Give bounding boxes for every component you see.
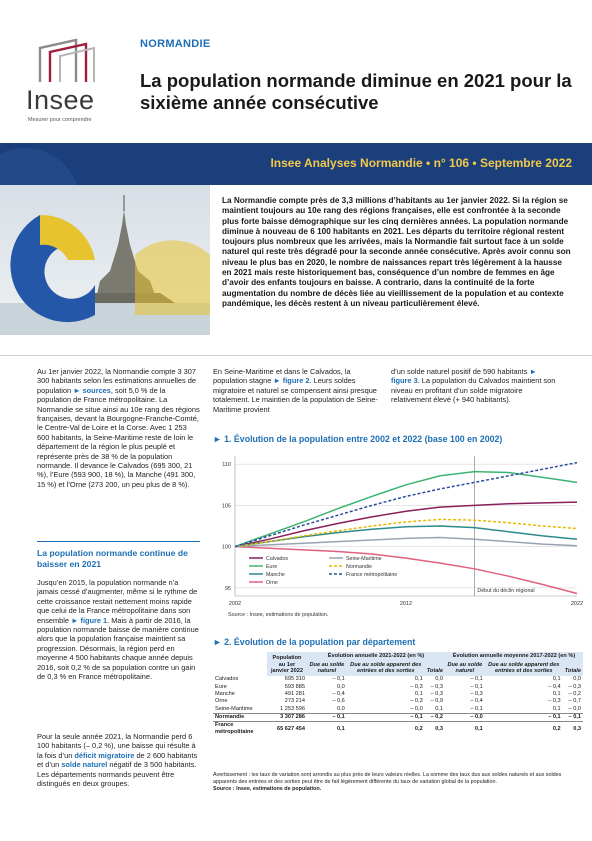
table-cell: – 0,1 [470,705,483,712]
publication-info: Insee Analyses Normandie • n° 106 • Septembre 2022 [270,156,572,170]
table-row [213,683,583,690]
col-sub-totale-2: Totale [563,661,583,676]
table-cell: – 0,4 [548,683,561,690]
col-sub-naturel-1: Due au solde naturel [307,661,347,676]
table-cell: – 0,1 [347,713,425,721]
table-cell: 0,1 [307,722,347,736]
table-cell: – 0,3 [548,698,561,705]
solde-naturel-link[interactable]: solde naturel [61,760,108,770]
table-cell: 0,1 [435,705,443,712]
table-cell: – 0,3 [470,690,483,697]
intro-text: Au 1er janvier 2022, la Normandie compte 3 307 300 habitants selon les estimations annuelles de population [37,367,197,395]
intro-text-end: , soit 5,0 % de la population de France métropolitaine. La Normandie se situe ainsi au 10e rang des régions françaises, devant la Bourgogne-Franche-Comté, le Centre-Val de Loire et la Corse. Avec 1 253 600 habitants, la Seine-Maritime reste de loin le département de la région le plus peuplé et représente près de 38 % de la population normande. Il devance le Calvados (695 300, 21 %), l’Eure (593 900, 18 %), la Manche (491 300, 15 %) et l’Orne (273 200, un peu plus de 8 %). [37,385,200,489]
col-group-2: Évolution annuelle moyenne 2017-2022 (en %) [445,652,583,661]
table-cell: 0,1 [552,690,561,697]
table-cell: 695 310 [284,676,305,683]
table-cell: – 0,3 [410,683,423,690]
logo-wordmark: Insee [26,85,95,115]
table-cell: 0,2 [347,722,425,736]
population-table [213,652,583,736]
col-sub-migratoire-1: Due au solde apparent des entrées et des sorties [347,661,425,676]
table-cell: – 0,3 [410,698,423,705]
legend-label: Seine-Maritime [346,556,382,562]
series-line [235,547,577,594]
col3-end: . La population du Calvados maintient son niveau en profitant d’un solde migratoire relativement élevé (+ 940 habitants). [391,376,556,405]
legend-label: Calvados [266,556,289,562]
table-cell: – 0,6 [332,698,345,705]
table-row [213,676,583,683]
table-cell: – 0,3 [568,683,581,690]
table-cell: – 0,7 [568,698,581,705]
mont-saint-michel-photo [0,185,210,335]
table-cell: – 0,2 [425,713,445,721]
legend-label: Manche [266,572,285,578]
table-cell: – 0,4 [470,698,483,705]
insee-logo-mark [36,38,96,84]
figure-2-link[interactable]: ► figure 2 [273,376,310,386]
page-title: La population normande diminue en 2021 pour la sixième année consécutive [140,70,572,113]
table-cell: – 0,1 [307,713,347,721]
divider [0,355,592,356]
col2-start: En Seine-Maritime et dans le Calvados, la population stagne [213,367,351,386]
table-cell: – 0,1 [485,713,563,721]
table-cell: 1 253 596 [280,705,305,712]
table-cell: 491 281 [284,690,305,697]
table-cell: 0,0 [435,676,443,683]
table-cell: – 0,1 [563,713,583,721]
table-cell: 0,1 [445,722,485,736]
col-sub-totale-1: Totale [425,661,445,676]
legend-label: Eure [266,564,278,570]
col-population [267,652,307,676]
decline-annotation: Début du déclin régional [477,588,535,594]
table-cell: 593 885 [284,683,305,690]
paragraph-3-text: Pour la seule année 2021, la Normandie perd 6 100 habitants (– 0,2 %), une baisse qui résulte à la fois d’un [37,732,196,760]
figure-1-link[interactable]: ► figure 1 [71,615,108,625]
paragraph-2 [37,578,200,681]
region-label: NORMANDIE [140,38,211,50]
figure-2-source: Source : Insee, estimations de population. [213,785,322,792]
section-heading: La population normande continue de baisser en 2021 [37,548,188,569]
table-cell: – 0,3 [430,690,443,697]
col-sub-naturel-2: Due au solde naturel [445,661,485,676]
paragraph-2-text: Jusqu’en 2015, la population normande n’a jamais cessé d’augmenter, même si le rythme de cette croissance restait nettement moins rapide que celui de la France métropolitaine dans son ensemble [37,578,198,625]
line-chart [205,448,585,613]
table-cell: – 0,4 [332,690,345,697]
figure-3-link[interactable]: ► figure 3 [391,367,537,386]
y-tick-label: 95 [224,585,231,592]
sources-link[interactable]: ► sources [73,385,111,395]
row-label: Orne [215,698,228,705]
figure-1-title: ► 1. Évolution de la population entre 2002 et 2022 (base 100 en 2002) [213,434,503,444]
table-cell: – 0,1 [470,676,483,683]
row-label: Manche [215,690,235,697]
table-cell: – 0,0 [445,713,485,721]
table-row [213,691,583,698]
table-cell: – 0,0 [410,705,423,712]
table-cell: 65 627 454 [267,722,307,736]
col2-end: . Leurs soldes migratoire et naturel se compensent ainsi presque totalement. Le maintien de la population de Seine-Maritime provient [213,376,378,414]
legend-label: Normandie [346,564,372,570]
intro-paragraph [37,367,200,489]
table-cell: 0,1 [552,676,561,683]
row-label: Normandie [213,713,267,721]
table-cell: 0,2 [485,722,563,736]
table-cell: – 0,1 [470,683,483,690]
paragraph-2-end: . Mais à partir de 2016, la population normande baisse de manière continue alors que la population française maintient sa progression. Désormais, la région perd en moyenne 4 500 habitants chaque année depuis 2016, soit 0,2 % de sa population contre un gain de 0,3 % en France métropolitaine. [37,615,199,682]
y-tick-label: 105 [221,503,231,510]
col-sub-migratoire-2: Due au solde apparent des entrées et des sorties [485,661,563,676]
row-label: Eure [215,683,227,690]
row-label: Calvados [215,676,239,683]
col-population-sub: au 1er janvier 2022 [270,661,304,675]
paragraph-3-mid: de 2 600 habitants et d’un [37,750,198,770]
table-cell: 0,3 [425,722,445,736]
table-row [213,698,583,705]
table-cell: – 0,1 [332,676,345,683]
column-2-text [213,367,379,414]
table-cell: 273 214 [284,698,305,705]
x-tick-label: 2012 [399,601,413,607]
deficit-migratoire-link[interactable]: déficit migratoire [74,750,135,760]
legend-label: Orne [266,580,278,586]
table-cell: 3 307 286 [267,713,307,721]
figure-1-source: Source : Insee, estimations de population. [228,612,329,618]
table-cell: – 0,9 [430,698,443,705]
row-label: France métropolitaine [213,722,267,736]
column-3-text [391,367,556,405]
col-group-1: Évolution annuelle 2021-2022 (en %) [307,652,445,661]
logo-tagline: Mesurer pour comprendre [28,117,92,123]
figure-2-title: ► 2. Évolution de la population par département [213,637,416,647]
y-tick-label: 100 [221,544,231,551]
table-cell: 0,0 [337,705,345,712]
table-cell: 0,1 [414,690,423,697]
x-tick-label: 2002 [228,601,242,607]
subhead-rule [37,541,200,542]
col-population-label: Population [272,655,302,661]
table-cell: – 0,2 [568,690,581,697]
table-cell: 0,0 [573,676,581,683]
paragraph-3 [37,732,200,788]
table-row [213,705,583,713]
table-cell: 0,3 [563,722,583,736]
x-tick-label: 2022 [570,601,584,607]
table-cell: 0,1 [414,676,423,683]
table-cell: – 0,0 [568,705,581,712]
summary-text: La Normandie compte près de 3,3 millions d’habitants au 1er janvier 2022. Si la région se maintient toujours au 10e rang des régions françaises, elle est confrontée à la seconde plus forte baisse démographique sur les cinq dernières années. La population normande diminue à nouveau de 6 100 habitants en 2021. Les départs du territoire régional restent toujours plus nombreux que les arrivées, mais la Normandie fait surtout face à un solde naturel qui reste très dégradé pour la seconde année consécutive. Après avoir connu son niveau le plus bas en 2020, le nombre de naissances repart très légèrement à la hausse en 2021 mais reste historiquement bas, conséquence d’un nombre de femmes en âge d’avoir des enfants toujours en baisse. A contrario, dans la continuité de la forte augmentation du nombre de décès liée au vieillissement de la population et au contexte pandémique, les décès restent à un niveau particulièrement élevé. [222,196,571,308]
insee-logo [20,38,110,123]
table-row [213,713,583,721]
figure-2-notes [213,772,583,792]
paragraph-3-end: négatif de 3 500 habitants. Les départements normands peuvent être distingués en deux groupes. [37,760,197,789]
table-cell: 0,1 [552,705,561,712]
table-cell: 0,0 [337,683,345,690]
table-cell: – 0,3 [430,683,443,690]
table-row [213,722,583,736]
col3-start: d’un solde naturel positif de 590 habitants [391,367,528,376]
y-tick-label: 110 [222,462,231,469]
figure-2-warning: Avertissement : les taux de variation sont arrondis au plus près de leurs valeurs réelles. La somme des taux dus aux soldes naturels et aux soldes apparents des entrées et des sorties peut être de fait légèrement différente du taux de variation global de la population. [213,772,562,785]
legend-label: France métropolitaine [346,572,398,578]
row-label: Seine-Maritime [215,705,253,712]
